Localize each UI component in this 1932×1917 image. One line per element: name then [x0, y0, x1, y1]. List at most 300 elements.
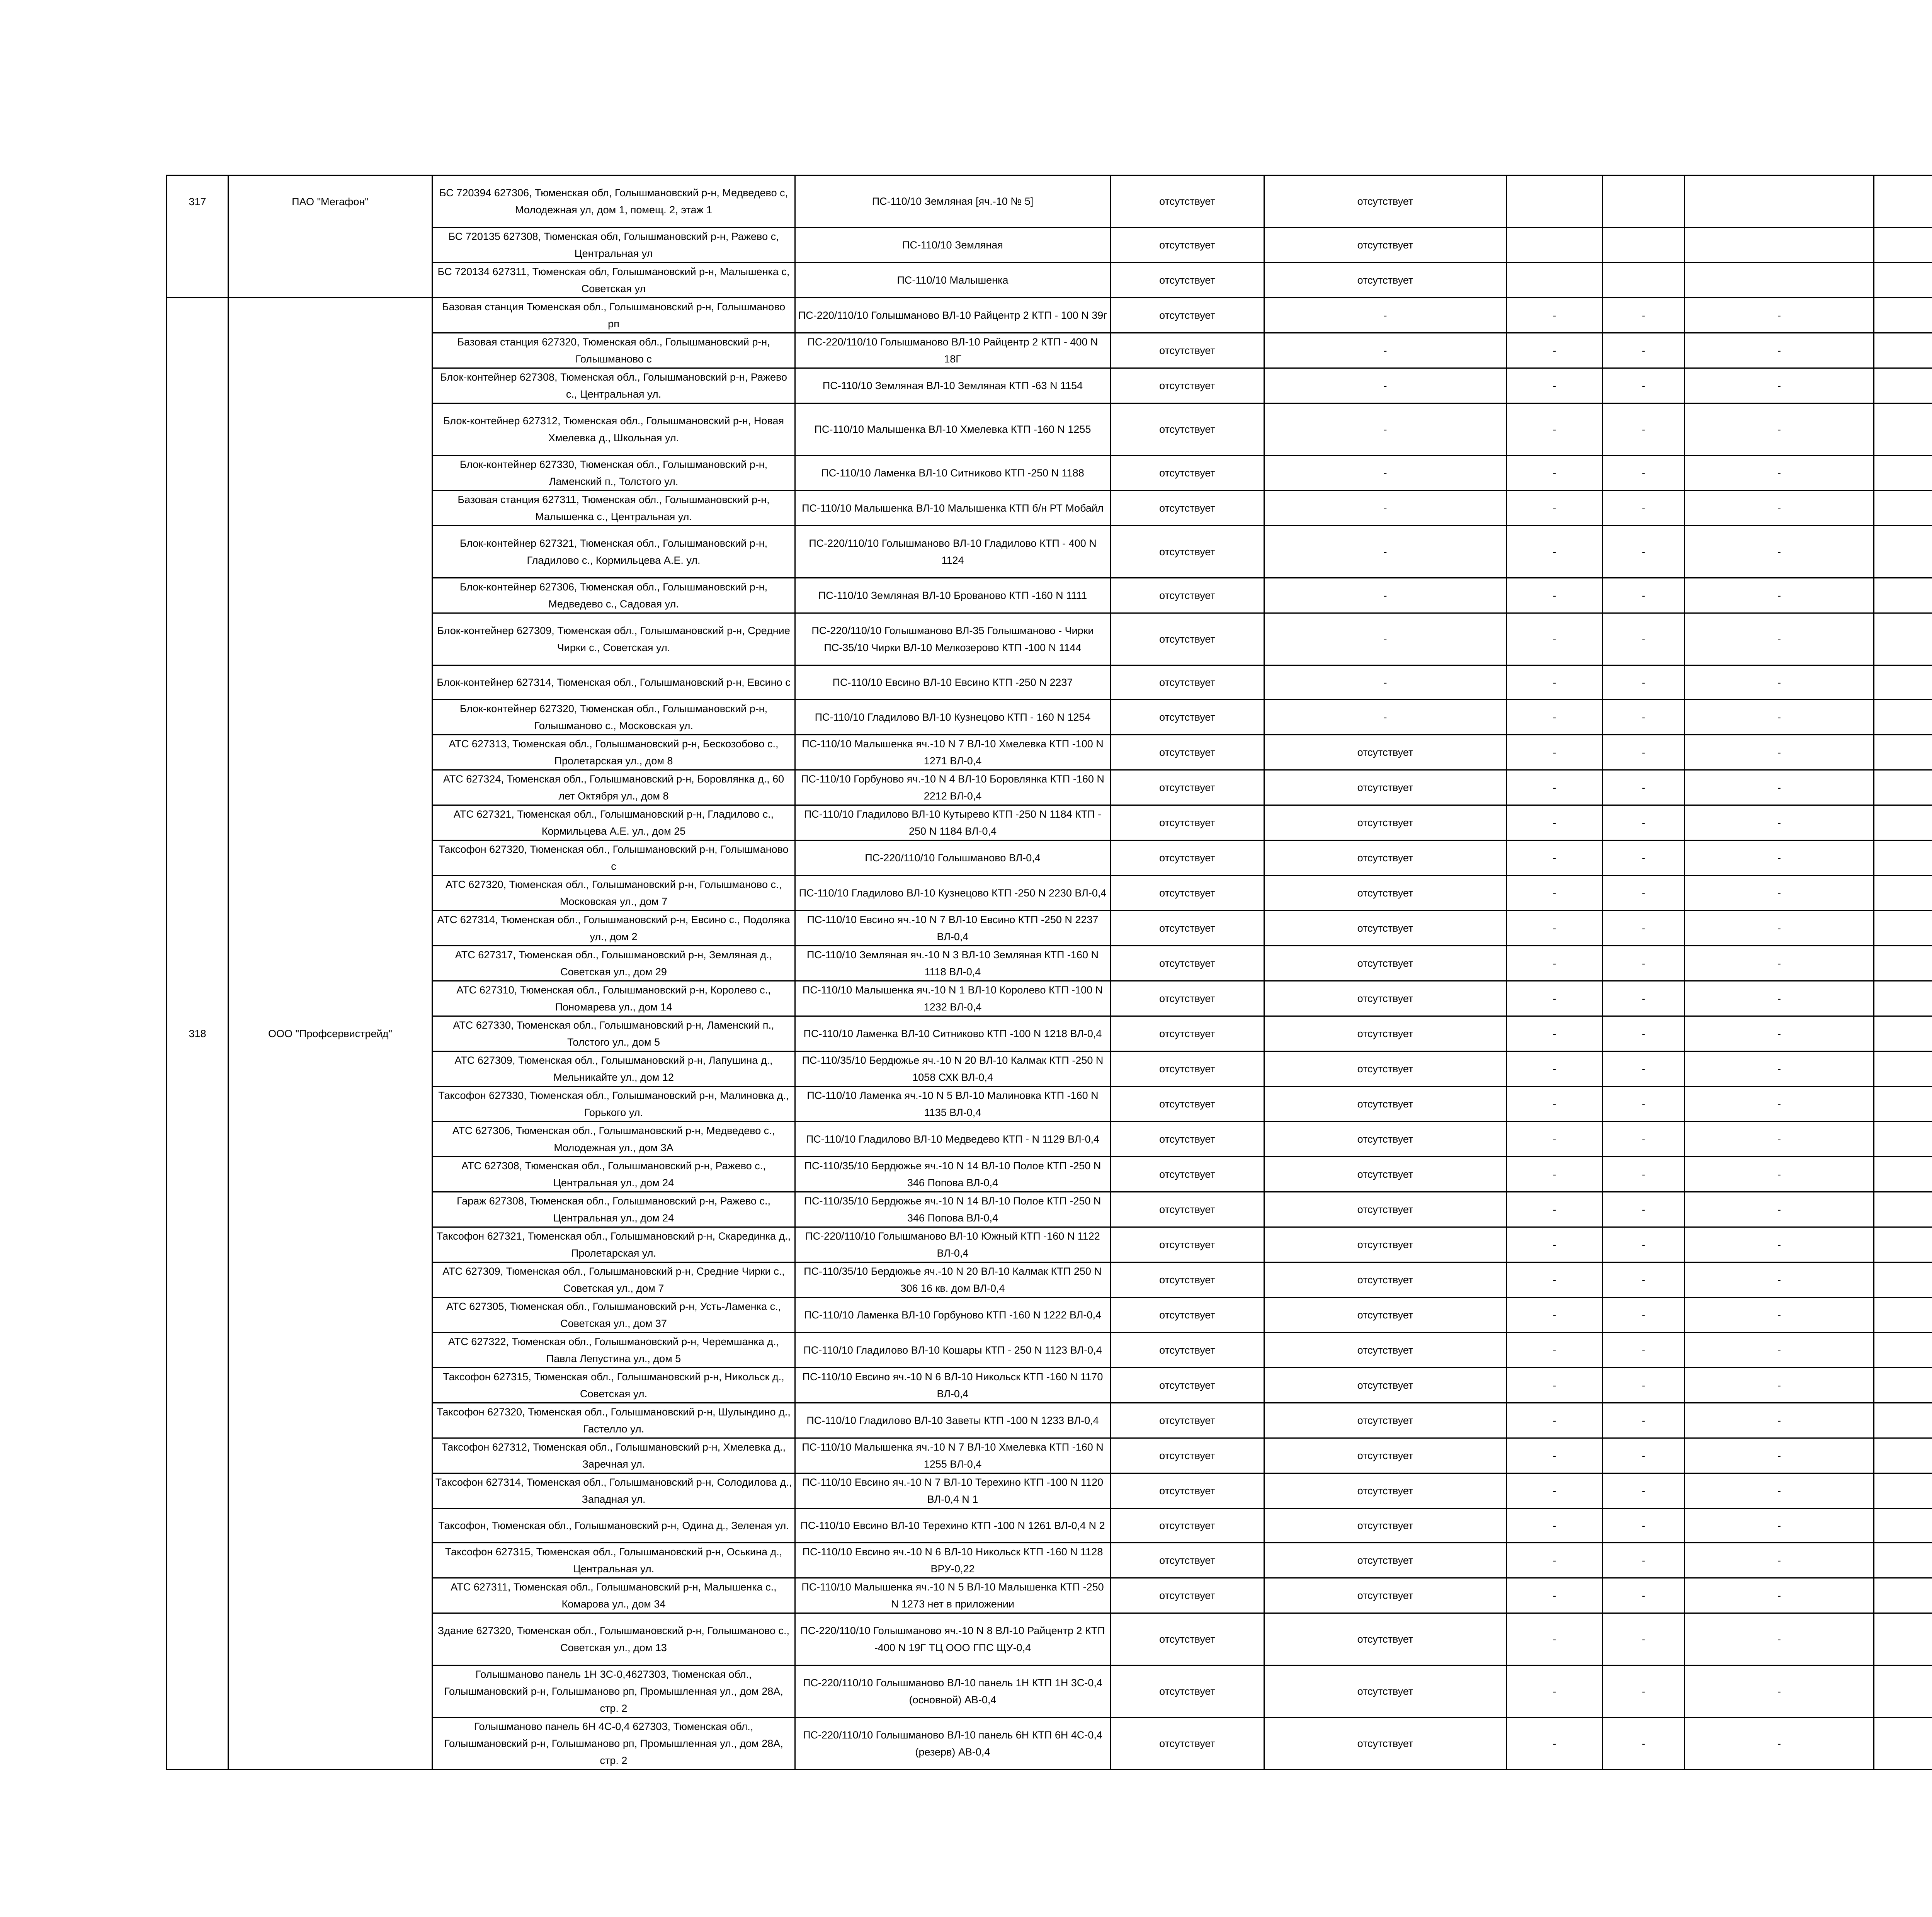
value-cell-8 [1874, 1438, 1932, 1473]
value-cell-6: - [1603, 911, 1685, 946]
power-source-cell: ПС-110/10 Гладилово ВЛ-10 Кутырево КТП -250 N 1184 КТП - 250 N 1184 ВЛ-0,4 [795, 805, 1111, 840]
object-address-cell: Блок-контейнер 627330, Тюменская обл., Голышмановский р-н, Ламенский п., Толстого ул. [432, 456, 795, 491]
object-address-cell: Таксофон 627320, Тюменская обл., Голышмановский р-н, Шулындино д., Гастелло ул. [432, 1403, 795, 1438]
value-cell-7: - [1685, 1718, 1874, 1770]
value-cell-7: - [1685, 1016, 1874, 1051]
value-cell-3: отсутствует [1111, 403, 1264, 456]
power-source-cell: ПС-110/10 Горбуново яч.-10 N 4 ВЛ-10 Боровлянка КТП -160 N 2212 ВЛ-0,4 [795, 770, 1111, 805]
value-cell-6: - [1603, 1473, 1685, 1509]
power-source-cell: ПС-110/10 Малышенка ВЛ-10 Хмелевка КТП -160 N 1255 [795, 403, 1111, 456]
value-cell-6: - [1603, 1403, 1685, 1438]
value-cell-4: отсутствует [1264, 1403, 1507, 1438]
value-cell-8 [1874, 946, 1932, 981]
object-address-cell: Таксофон 627314, Тюменская обл., Голышмановский р-н, Солодилова д., Западная ул. [432, 1473, 795, 1509]
value-cell-6: - [1603, 368, 1685, 403]
power-source-cell: ПС-110/10 Малышенка яч.-10 N 7 ВЛ-10 Хмелевка КТП -100 N 1271 ВЛ-0,4 [795, 735, 1111, 770]
value-cell-7: - [1685, 333, 1874, 368]
value-cell-3: отсутствует [1111, 946, 1264, 981]
power-source-cell: ПС-110/10 Ламенка ВЛ-10 Ситниково КТП -100 N 1218 ВЛ-0,4 [795, 1016, 1111, 1051]
value-cell-8 [1874, 805, 1932, 840]
value-cell-5: - [1507, 805, 1603, 840]
object-address-cell: Голышманово панель 6Н 4С-0,4 627303, Тюменская обл., Голышмановский р-н, Голышманово рп, Промышленная ул., дом 28А, стр. 2 [432, 1718, 795, 1770]
value-cell-4: отсутствует [1264, 1192, 1507, 1227]
object-address-cell: Блок-контейнер 627312, Тюменская обл., Голышмановский р-н, Новая Хмелевка д., Школьная ул. [432, 403, 795, 456]
value-cell-5: - [1507, 1438, 1603, 1473]
value-cell-7: - [1685, 1051, 1874, 1087]
value-cell-8 [1874, 1665, 1932, 1718]
value-cell-7: - [1685, 1227, 1874, 1262]
value-cell-4: отсутствует [1264, 1543, 1507, 1578]
value-cell-4: отсутствует [1264, 946, 1507, 981]
data-table-container [166, 175, 1932, 1770]
object-address-cell: АТС 627321, Тюменская обл., Голышмановский р-н, Гладилово с., Кормильцева А.Е. ул., дом 25 [432, 805, 795, 840]
power-source-cell: ПС-110/35/10 Бердюжье яч.-10 N 20 ВЛ-10 Калмак КТП 250 N 306 16 кв. дом ВЛ-0,4 [795, 1262, 1111, 1298]
value-cell-6: - [1603, 526, 1685, 578]
value-cell-6: - [1603, 1122, 1685, 1157]
value-cell-4: отсутствует [1264, 876, 1507, 911]
object-address-cell: Блок-контейнер 627309, Тюменская обл., Голышмановский р-н, Средние Чирки с., Советская ул. [432, 613, 795, 665]
power-source-cell: ПС-110/35/10 Бердюжье яч.-10 N 20 ВЛ-10 Калмак КТП -250 N 1058 СХК ВЛ-0,4 [795, 1051, 1111, 1087]
value-cell-3: отсутствует [1111, 1016, 1264, 1051]
value-cell-3: отсутствует [1111, 1665, 1264, 1718]
table-body [167, 175, 1932, 1770]
value-cell-5: - [1507, 1227, 1603, 1262]
value-cell-5: - [1507, 946, 1603, 981]
value-cell-6 [1603, 175, 1685, 228]
object-address-cell: АТС 627309, Тюменская обл., Голышмановский р-н, Средние Чирки с., Советская ул., дом 7 [432, 1262, 795, 1298]
object-address-cell: Здание 627320, Тюменская обл., Голышмановский р-н, Голышманово с., Советская ул., дом 13 [432, 1613, 795, 1665]
value-cell-5: - [1507, 403, 1603, 456]
value-cell-4: - [1264, 368, 1507, 403]
object-address-cell: Таксофон 627315, Тюменская обл., Голышмановский р-н, Никольск д., Советская ул. [432, 1368, 795, 1403]
power-source-cell: ПС-220/110/10 Голышманово яч.-10 N 8 ВЛ-10 Райцентр 2 КТП -400 N 19Г ТЦ ООО ГПС ЩУ-0,4 [795, 1613, 1111, 1665]
value-cell-5: - [1507, 1368, 1603, 1403]
object-address-cell: АТС 627317, Тюменская обл., Голышмановский р-н, Земляная д., Советская ул., дом 29 [432, 946, 795, 981]
value-cell-6: - [1603, 876, 1685, 911]
object-address-cell: Таксофон 627315, Тюменская обл., Голышмановский р-н, Оськина д., Центральная ул. [432, 1543, 795, 1578]
value-cell-8 [1874, 1403, 1932, 1438]
value-cell-8 [1874, 1543, 1932, 1578]
value-cell-8 [1874, 1509, 1932, 1543]
value-cell-3: отсутствует [1111, 263, 1264, 298]
power-source-cell: ПС-110/35/10 Бердюжье яч.-10 N 14 ВЛ-10 Полое КТП -250 N 346 Попова ВЛ-0,4 [795, 1157, 1111, 1192]
value-cell-7: - [1685, 805, 1874, 840]
value-cell-4: отсутствует [1264, 1578, 1507, 1613]
value-cell-3: отсутствует [1111, 1298, 1264, 1333]
value-cell-8 [1874, 298, 1932, 333]
value-cell-6: - [1603, 1087, 1685, 1122]
value-cell-6: - [1603, 1665, 1685, 1718]
value-cell-3: отсутствует [1111, 1192, 1264, 1227]
value-cell-3: отсутствует [1111, 578, 1264, 613]
power-source-cell: ПС-220/110/10 Голышманово ВЛ-10 панель 6Н КТП 6Н 4С-0,4 (резерв) АВ-0,4 [795, 1718, 1111, 1770]
value-cell-4: отсутствует [1264, 228, 1507, 263]
table-row [167, 175, 1932, 228]
value-cell-6: - [1603, 578, 1685, 613]
power-source-cell: ПС-110/10 Евсино яч.-10 N 7 ВЛ-10 Терехино КТП -100 N 1120 ВЛ-0,4 N 1 [795, 1473, 1111, 1509]
object-address-cell: Таксофон 627320, Тюменская обл., Голышмановский р-н, Голышманово с [432, 840, 795, 876]
value-cell-6: - [1603, 700, 1685, 735]
value-cell-4: отсутствует [1264, 1473, 1507, 1509]
value-cell-8 [1874, 1718, 1932, 1770]
value-cell-5: - [1507, 613, 1603, 665]
value-cell-5: - [1507, 298, 1603, 333]
value-cell-6: - [1603, 403, 1685, 456]
value-cell-7: - [1685, 1543, 1874, 1578]
value-cell-5: - [1507, 1262, 1603, 1298]
value-cell-6: - [1603, 333, 1685, 368]
power-source-cell: ПС-110/10 Земляная [795, 228, 1111, 263]
value-cell-7: - [1685, 456, 1874, 491]
value-cell-5: - [1507, 1543, 1603, 1578]
value-cell-6: - [1603, 981, 1685, 1016]
object-address-cell: Голышманово панель 1Н 3С-0,4627303, Тюменская обл., Голышмановский р-н, Голышманово рп, Промышленная ул., дом 28А, стр. 2 [432, 1665, 795, 1718]
value-cell-7 [1685, 175, 1874, 228]
value-cell-4: отсутствует [1264, 1333, 1507, 1368]
value-cell-8 [1874, 735, 1932, 770]
value-cell-8 [1874, 228, 1932, 263]
value-cell-7: - [1685, 1087, 1874, 1122]
value-cell-3: отсутствует [1111, 1438, 1264, 1473]
value-cell-5: - [1507, 1051, 1603, 1087]
row-number-cell: 318 [167, 298, 228, 1770]
object-address-cell: Блок-контейнер 627321, Тюменская обл., Голышмановский р-н, Гладилово с., Кормильцева А.Е. ул. [432, 526, 795, 578]
value-cell-4: отсутствует [1264, 263, 1507, 298]
value-cell-4: - [1264, 491, 1507, 526]
value-cell-7: - [1685, 403, 1874, 456]
value-cell-5: - [1507, 1613, 1603, 1665]
value-cell-5: - [1507, 700, 1603, 735]
power-source-cell: ПС-110/10 Малышенка яч.-10 N 1 ВЛ-10 Королево КТП -100 N 1232 ВЛ-0,4 [795, 981, 1111, 1016]
object-address-cell: Блок-контейнер 627314, Тюменская обл., Голышмановский р-н, Евсино с [432, 665, 795, 700]
value-cell-7: - [1685, 1665, 1874, 1718]
object-address-cell: Блок-контейнер 627320, Тюменская обл., Голышмановский р-н, Голышманово с., Московская ул. [432, 700, 795, 735]
value-cell-5: - [1507, 981, 1603, 1016]
object-address-cell: АТС 627308, Тюменская обл., Голышмановский р-н, Ражево с., Центральная ул., дом 24 [432, 1157, 795, 1192]
value-cell-6: - [1603, 840, 1685, 876]
value-cell-4: отсутствует [1264, 1227, 1507, 1262]
value-cell-7: - [1685, 1613, 1874, 1665]
value-cell-4: отсутствует [1264, 1262, 1507, 1298]
objects-table [166, 175, 1932, 1770]
value-cell-7: - [1685, 911, 1874, 946]
power-source-cell: ПС-220/110/10 Голышманово ВЛ-10 Райцентр 2 КТП - 400 N 18Г [795, 333, 1111, 368]
value-cell-3: отсутствует [1111, 700, 1264, 735]
power-source-cell: ПС-110/10 Евсино ВЛ-10 Терехино КТП -100 N 1261 ВЛ-0,4 N 2 [795, 1509, 1111, 1543]
value-cell-7: - [1685, 1192, 1874, 1227]
value-cell-8 [1874, 263, 1932, 298]
value-cell-7 [1685, 263, 1874, 298]
value-cell-6: - [1603, 1718, 1685, 1770]
value-cell-3: отсутствует [1111, 770, 1264, 805]
value-cell-6: - [1603, 1509, 1685, 1543]
value-cell-8 [1874, 333, 1932, 368]
object-address-cell: АТС 627314, Тюменская обл., Голышмановский р-н, Евсино с., Подоляка ул., дом 2 [432, 911, 795, 946]
value-cell-4: отсутствует [1264, 1665, 1507, 1718]
value-cell-6: - [1603, 946, 1685, 981]
value-cell-4: - [1264, 700, 1507, 735]
value-cell-7: - [1685, 1262, 1874, 1298]
power-source-cell: ПС-110/10 Гладилово ВЛ-10 Кузнецово КТП -250 N 2230 ВЛ-0,4 [795, 876, 1111, 911]
value-cell-8 [1874, 876, 1932, 911]
value-cell-3: отсутствует [1111, 333, 1264, 368]
value-cell-5: - [1507, 1016, 1603, 1051]
value-cell-7: - [1685, 876, 1874, 911]
value-cell-3: отсутствует [1111, 526, 1264, 578]
object-address-cell: АТС 627322, Тюменская обл., Голышмановский р-н, Черемшанка д., Павла Лепустина ул., дом 5 [432, 1333, 795, 1368]
value-cell-3: отсутствует [1111, 1227, 1264, 1262]
value-cell-4: отсутствует [1264, 1087, 1507, 1122]
value-cell-4: отсутствует [1264, 1122, 1507, 1157]
value-cell-6: - [1603, 1333, 1685, 1368]
value-cell-5: - [1507, 1509, 1603, 1543]
object-address-cell: АТС 627324, Тюменская обл., Голышмановский р-н, Боровлянка д., 60 лет Октября ул., дом 8 [432, 770, 795, 805]
value-cell-8 [1874, 175, 1932, 228]
value-cell-6: - [1603, 1192, 1685, 1227]
power-source-cell: ПС-110/10 Ламенка ВЛ-10 Горбуново КТП -160 N 1222 ВЛ-0,4 [795, 1298, 1111, 1333]
value-cell-3: отсутствует [1111, 456, 1264, 491]
value-cell-5 [1507, 263, 1603, 298]
value-cell-3: отсутствует [1111, 1262, 1264, 1298]
value-cell-7: - [1685, 946, 1874, 981]
value-cell-3: отсутствует [1111, 368, 1264, 403]
value-cell-5: - [1507, 1333, 1603, 1368]
value-cell-8 [1874, 911, 1932, 946]
power-source-cell: ПС-110/10 Гладилово ВЛ-10 Медведево КТП - N 1129 ВЛ-0,4 [795, 1122, 1111, 1157]
value-cell-7: - [1685, 1509, 1874, 1543]
value-cell-8 [1874, 368, 1932, 403]
object-address-cell: Базовая станция 627320, Тюменская обл., Голышмановский р-н, Голышманово с [432, 333, 795, 368]
value-cell-5: - [1507, 1473, 1603, 1509]
power-source-cell: ПС-220/110/10 Голышманово ВЛ-35 Голышманово - Чирки ПС-35/10 Чирки ВЛ-10 Мелкозерово КТП -100 N 1144 [795, 613, 1111, 665]
value-cell-7: - [1685, 526, 1874, 578]
value-cell-8 [1874, 613, 1932, 665]
value-cell-8 [1874, 1087, 1932, 1122]
power-source-cell: ПС-110/10 Земляная ВЛ-10 Брованово КТП -160 N 1111 [795, 578, 1111, 613]
value-cell-6 [1603, 228, 1685, 263]
value-cell-3: отсутствует [1111, 1543, 1264, 1578]
value-cell-6: - [1603, 665, 1685, 700]
power-source-cell: ПС-110/10 Евсино ВЛ-10 Евсино КТП -250 N 2237 [795, 665, 1111, 700]
object-address-cell: АТС 627311, Тюменская обл., Голышмановский р-н, Малышенка с., Комарова ул., дом 34 [432, 1578, 795, 1613]
value-cell-5: - [1507, 578, 1603, 613]
row-number-cell: 317 [167, 175, 228, 298]
object-address-cell: БС 720134 627311, Тюменская обл, Голышмановский р-н, Малышенка с, Советская ул [432, 263, 795, 298]
value-cell-3: отсутствует [1111, 1613, 1264, 1665]
object-address-cell: БС 720394 627306, Тюменская обл, Голышмановский р-н, Медведево с, Молодежная ул, дом 1, помещ. 2, этаж 1 [432, 175, 795, 228]
value-cell-8 [1874, 1578, 1932, 1613]
power-source-cell: ПС-110/10 Малышенка [795, 263, 1111, 298]
value-cell-3: отсутствует [1111, 1051, 1264, 1087]
value-cell-3: отсутствует [1111, 228, 1264, 263]
value-cell-4: отсутствует [1264, 175, 1507, 228]
value-cell-8 [1874, 1192, 1932, 1227]
value-cell-5: - [1507, 840, 1603, 876]
value-cell-6: - [1603, 1578, 1685, 1613]
value-cell-4: - [1264, 298, 1507, 333]
value-cell-6: - [1603, 1368, 1685, 1403]
power-source-cell: ПС-110/10 Земляная яч.-10 N 3 ВЛ-10 Земляная КТП -160 N 1118 ВЛ-0,4 [795, 946, 1111, 981]
value-cell-6: - [1603, 735, 1685, 770]
value-cell-6: - [1603, 1157, 1685, 1192]
power-source-cell: ПС-110/10 Евсино яч.-10 N 6 ВЛ-10 Никольск КТП -160 N 1170 ВЛ-0,4 [795, 1368, 1111, 1403]
value-cell-5: - [1507, 1665, 1603, 1718]
value-cell-6: - [1603, 1543, 1685, 1578]
value-cell-3: отсутствует [1111, 491, 1264, 526]
value-cell-6: - [1603, 805, 1685, 840]
value-cell-5: - [1507, 491, 1603, 526]
object-address-cell: Таксофон 627312, Тюменская обл., Голышмановский р-н, Хмелевка д., Заречная ул. [432, 1438, 795, 1473]
value-cell-4: отсутствует [1264, 805, 1507, 840]
object-address-cell: Базовая станция 627311, Тюменская обл., Голышмановский р-н, Малышенка с., Центральная ул. [432, 491, 795, 526]
organization-cell: ООО "Профсервистрейд" [228, 298, 432, 1770]
value-cell-5: - [1507, 1403, 1603, 1438]
value-cell-5: - [1507, 1578, 1603, 1613]
power-source-cell: ПС-110/10 Земляная ВЛ-10 Земляная КТП -63 N 1154 [795, 368, 1111, 403]
value-cell-3: отсутствует [1111, 735, 1264, 770]
value-cell-6: - [1603, 613, 1685, 665]
power-source-cell: ПС-220/110/10 Голышманово ВЛ-10 Гладилово КТП - 400 N 1124 [795, 526, 1111, 578]
value-cell-5: - [1507, 1192, 1603, 1227]
value-cell-7: - [1685, 298, 1874, 333]
value-cell-3: отсутствует [1111, 1087, 1264, 1122]
value-cell-3: отсутствует [1111, 911, 1264, 946]
value-cell-8 [1874, 1333, 1932, 1368]
value-cell-7: - [1685, 665, 1874, 700]
object-address-cell: АТС 627330, Тюменская обл., Голышмановский р-н, Ламенский п., Толстого ул., дом 5 [432, 1016, 795, 1051]
power-source-cell: ПС-110/10 Малышенка яч.-10 N 5 ВЛ-10 Малышенка КТП -250 N 1273 нет в приложении [795, 1578, 1111, 1613]
power-source-cell: ПС-110/10 Малышенка яч.-10 N 7 ВЛ-10 Хмелевка КТП -160 N 1255 ВЛ-0,4 [795, 1438, 1111, 1473]
value-cell-4: отсутствует [1264, 1016, 1507, 1051]
value-cell-5: - [1507, 911, 1603, 946]
value-cell-3: отсутствует [1111, 1122, 1264, 1157]
value-cell-7: - [1685, 368, 1874, 403]
object-address-cell: АТС 627309, Тюменская обл., Голышмановский р-н, Лапушина д., Мельникайте ул., дом 12 [432, 1051, 795, 1087]
value-cell-4: отсутствует [1264, 770, 1507, 805]
value-cell-4: отсутствует [1264, 981, 1507, 1016]
value-cell-8 [1874, 770, 1932, 805]
value-cell-3: отсутствует [1111, 1333, 1264, 1368]
value-cell-6: - [1603, 456, 1685, 491]
value-cell-3: отсутствует [1111, 175, 1264, 228]
value-cell-8 [1874, 1613, 1932, 1665]
value-cell-7: - [1685, 735, 1874, 770]
value-cell-6: - [1603, 1438, 1685, 1473]
power-source-cell: ПС-110/10 Ламенка ВЛ-10 Ситниково КТП -250 N 1188 [795, 456, 1111, 491]
value-cell-7: - [1685, 700, 1874, 735]
value-cell-3: отсутствует [1111, 1403, 1264, 1438]
value-cell-8 [1874, 526, 1932, 578]
power-source-cell: ПС-110/10 Евсино яч.-10 N 7 ВЛ-10 Евсино КТП -250 N 2237 ВЛ-0,4 [795, 911, 1111, 946]
value-cell-5 [1507, 175, 1603, 228]
value-cell-7: - [1685, 1403, 1874, 1438]
object-address-cell: Таксофон 627321, Тюменская обл., Голышмановский р-н, Скарединка д., Пролетарская ул. [432, 1227, 795, 1262]
power-source-cell: ПС-220/110/10 Голышманово ВЛ-10 Райцентр 2 КТП - 100 N 39г [795, 298, 1111, 333]
value-cell-8 [1874, 491, 1932, 526]
value-cell-3: отсутствует [1111, 1578, 1264, 1613]
value-cell-3: отсутствует [1111, 805, 1264, 840]
value-cell-4: - [1264, 456, 1507, 491]
value-cell-8 [1874, 1473, 1932, 1509]
value-cell-8 [1874, 1227, 1932, 1262]
value-cell-8 [1874, 1122, 1932, 1157]
value-cell-5: - [1507, 1298, 1603, 1333]
value-cell-3: отсутствует [1111, 1509, 1264, 1543]
object-address-cell: Блок-контейнер 627306, Тюменская обл., Голышмановский р-н, Медведево с., Садовая ул. [432, 578, 795, 613]
value-cell-7: - [1685, 491, 1874, 526]
value-cell-5 [1507, 228, 1603, 263]
value-cell-7: - [1685, 840, 1874, 876]
power-source-cell: ПС-110/10 Гладилово ВЛ-10 Кузнецово КТП - 160 N 1254 [795, 700, 1111, 735]
object-address-cell: АТС 627310, Тюменская обл., Голышмановский р-н, Королево с., Пономарева ул., дом 14 [432, 981, 795, 1016]
value-cell-7: - [1685, 1298, 1874, 1333]
value-cell-7: - [1685, 1333, 1874, 1368]
value-cell-5: - [1507, 333, 1603, 368]
value-cell-4: отсутствует [1264, 1157, 1507, 1192]
value-cell-8 [1874, 456, 1932, 491]
power-source-cell: ПС-110/35/10 Бердюжье яч.-10 N 14 ВЛ-10 Полое КТП -250 N 346 Попова ВЛ-0,4 [795, 1192, 1111, 1227]
value-cell-4: отсутствует [1264, 1438, 1507, 1473]
value-cell-4: - [1264, 613, 1507, 665]
object-address-cell: Таксофон, Тюменская обл., Голышмановский р-н, Одина д., Зеленая ул. [432, 1509, 795, 1543]
value-cell-6: - [1603, 1262, 1685, 1298]
value-cell-8 [1874, 1368, 1932, 1403]
object-address-cell: БС 720135 627308, Тюменская обл, Голышмановский р-н, Ражево с, Центральная ул [432, 228, 795, 263]
value-cell-7: - [1685, 1368, 1874, 1403]
power-source-cell: ПС-220/110/10 Голышманово ВЛ-0,4 [795, 840, 1111, 876]
value-cell-4: отсутствует [1264, 840, 1507, 876]
value-cell-7: - [1685, 613, 1874, 665]
value-cell-8 [1874, 1016, 1932, 1051]
value-cell-7 [1685, 228, 1874, 263]
value-cell-5: - [1507, 1087, 1603, 1122]
value-cell-6: - [1603, 1298, 1685, 1333]
object-address-cell: АТС 627306, Тюменская обл., Голышмановский р-н, Медведево с., Молодежная ул., дом 3А [432, 1122, 795, 1157]
value-cell-4: - [1264, 333, 1507, 368]
value-cell-8 [1874, 840, 1932, 876]
object-address-cell: Блок-контейнер 627308, Тюменская обл., Голышмановский р-н, Ражево с., Центральная ул. [432, 368, 795, 403]
value-cell-5: - [1507, 1122, 1603, 1157]
value-cell-6: - [1603, 1613, 1685, 1665]
value-cell-7: - [1685, 1473, 1874, 1509]
value-cell-5: - [1507, 665, 1603, 700]
table-row [167, 298, 1932, 333]
value-cell-3: отсутствует [1111, 1368, 1264, 1403]
organization-cell: ПАО "Мегафон" [228, 175, 432, 298]
power-source-cell: ПС-110/10 Гладилово ВЛ-10 Заветы КТП -100 N 1233 ВЛ-0,4 [795, 1403, 1111, 1438]
power-source-cell: ПС-110/10 Евсино яч.-10 N 6 ВЛ-10 Никольск КТП -160 N 1128 ВРУ-0,22 [795, 1543, 1111, 1578]
value-cell-8 [1874, 1051, 1932, 1087]
value-cell-6: - [1603, 1227, 1685, 1262]
value-cell-3: отсутствует [1111, 665, 1264, 700]
value-cell-8 [1874, 700, 1932, 735]
value-cell-4: - [1264, 665, 1507, 700]
value-cell-8 [1874, 1298, 1932, 1333]
value-cell-6: - [1603, 1051, 1685, 1087]
object-address-cell: Базовая станция Тюменская обл., Голышмановский р-н, Голышманово рп [432, 298, 795, 333]
value-cell-4: отсутствует [1264, 911, 1507, 946]
power-source-cell: ПС-110/10 Ламенка яч.-10 N 5 ВЛ-10 Малиновка КТП -160 N 1135 ВЛ-0,4 [795, 1087, 1111, 1122]
value-cell-5: - [1507, 368, 1603, 403]
value-cell-6 [1603, 263, 1685, 298]
value-cell-8 [1874, 1262, 1932, 1298]
value-cell-8 [1874, 665, 1932, 700]
value-cell-7: - [1685, 578, 1874, 613]
value-cell-5: - [1507, 1718, 1603, 1770]
value-cell-4: отсутствует [1264, 1613, 1507, 1665]
value-cell-4: - [1264, 526, 1507, 578]
value-cell-3: отсутствует [1111, 1718, 1264, 1770]
